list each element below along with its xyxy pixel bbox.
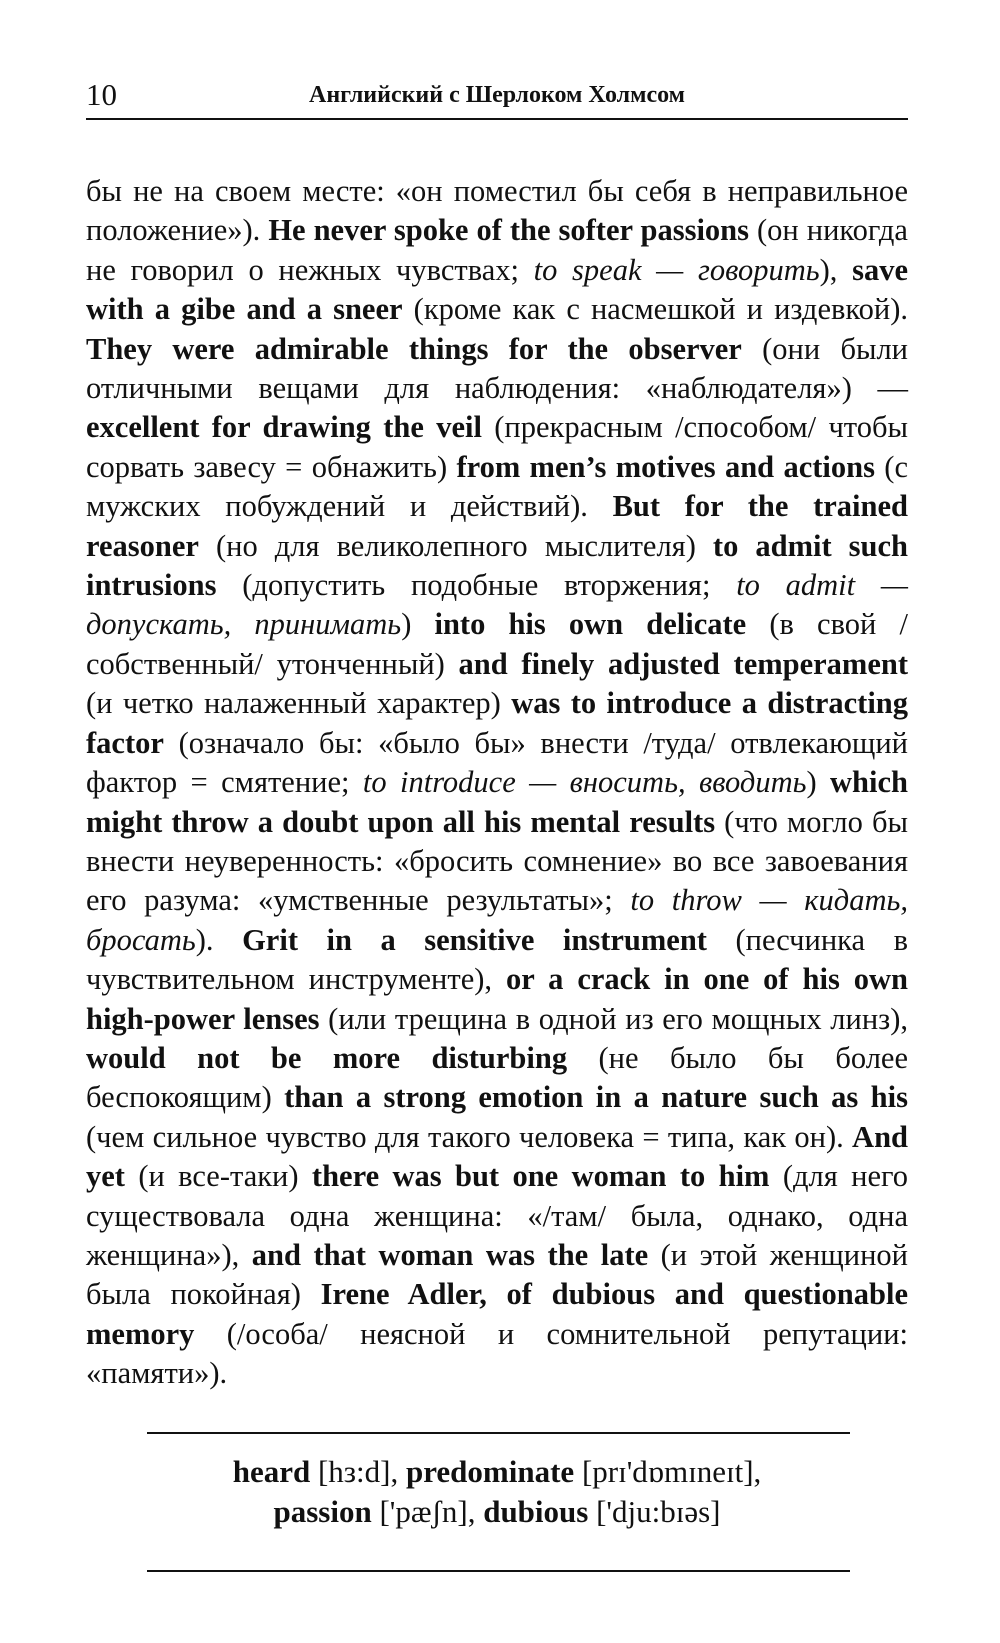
russian-translation: (что могло бы внести неуверенность: «бросить сомнение» во все завоевания его разума: «умственные результаты»; <box>86 804 908 918</box>
russian-translation: (и этой женщиной была покойная) <box>86 1237 908 1312</box>
vocabulary-gloss: to speak — говорить <box>533 252 820 287</box>
pronunciation-line-1 <box>86 1452 908 1492</box>
pron-separator: , <box>467 1494 484 1529</box>
russian-translation: (прекрасным /способом/ чтобы сорвать завесу = обнажить) <box>86 410 908 484</box>
english-phrase: excellent for drawing the veil <box>86 410 482 445</box>
english-phrase: Grit in a sensitive instrument <box>242 922 707 957</box>
page-number: 10 <box>86 77 117 112</box>
russian-translation: (означало бы: «было бы» внести /туда/ отвлекающий фактор = смятение; <box>86 725 908 800</box>
english-phrase: there was but one woman to him <box>311 1159 770 1194</box>
russian-translation: (и все-таки) <box>124 1159 312 1194</box>
pron-ipa: [hз:d] <box>317 1454 391 1489</box>
english-phrase: to admit such intrusions <box>86 528 908 603</box>
divider-top <box>147 1432 850 1434</box>
main-text <box>86 172 908 1394</box>
english-phrase: into his own delicate <box>434 607 747 642</box>
pron-word: dubious <box>483 1494 589 1529</box>
pron-word: passion <box>273 1494 372 1529</box>
english-phrase: He never spoke of the softer passions <box>268 213 750 248</box>
main-paragraph <box>86 172 908 1394</box>
english-phrase: And yet <box>86 1119 908 1194</box>
vocabulary-gloss: to throw — кидать, бросать <box>86 883 908 957</box>
russian-translation: (для него существовала одна женщина: «/там/ была, однако, одна женщина»), <box>86 1159 908 1272</box>
russian-translation: (и четко налаженный характер) <box>86 686 512 721</box>
russian-translation: (или трещина в одной из его мощных линз), <box>319 1001 908 1036</box>
pron-ipa: [prɪ'dɒmɪneɪt] <box>581 1454 754 1489</box>
divider-bottom <box>147 1570 850 1572</box>
pron-ipa: ['pæʃn] <box>379 1494 468 1529</box>
russian-translation: (чем сильное чувство для такого человека = типа, как он). <box>86 1119 853 1154</box>
russian-translation: (они были отличными вещами для наблюдения: «наблюдателя») — <box>86 331 908 406</box>
russian-translation: ). <box>195 922 243 957</box>
english-phrase: was to introduce a distracting factor <box>86 686 909 760</box>
pron-word: heard <box>232 1454 311 1489</box>
pron-ipa: ['dju:bɪəs] <box>596 1494 721 1529</box>
english-phrase: and that woman was the late <box>251 1237 649 1272</box>
russian-translation: (кроме как с насмешкой и издевкой). <box>402 292 909 327</box>
english-phrase: than a strong emotion in a nature such as his <box>284 1080 908 1115</box>
english-phrase: or a crack in one of his own high-power lenses <box>86 962 909 1036</box>
russian-translation: (/особа/ неясной и сомнительной репутации: «памяти»). <box>86 1316 908 1391</box>
vocabulary-gloss: to admit — допускать, принимать <box>86 568 908 642</box>
pronunciation-line-2 <box>86 1492 908 1532</box>
english-phrase: Irene Adler, of dubious and questionable memory <box>86 1277 908 1351</box>
russian-translation: ) <box>806 765 831 800</box>
vocabulary-gloss: to introduce — вносить, вводить <box>362 765 807 800</box>
english-phrase: But for the trained reasoner <box>86 489 908 563</box>
english-phrase: from men’s motives and actions <box>456 449 875 484</box>
russian-translation: (он никогда не говорил о нежных чувствах; <box>86 213 908 287</box>
running-title: Английский с Шерлоком Холмсом <box>308 82 685 108</box>
russian-translation: (допустить подобные вторжения; <box>216 568 737 603</box>
russian-translation: (с мужских побуждений и действий). <box>86 449 908 524</box>
pronunciation-box <box>86 1452 908 1532</box>
russian-translation: (не было бы более беспокоящим) <box>86 1040 909 1115</box>
english-phrase: and finely adjusted temperament <box>458 646 908 681</box>
english-phrase: save with a gibe and a sneer <box>86 252 908 327</box>
russian-translation: (но для великолепного мыслителя) <box>198 528 713 563</box>
russian-translation: ) <box>401 607 435 642</box>
pron-separator: , <box>753 1454 762 1489</box>
page-header <box>86 74 908 120</box>
russian-translation: (в свой /собственный/ утонченный) <box>86 607 908 681</box>
russian-translation: бы не на своем месте: «он поместил бы себя в неправильное положение»). <box>86 174 908 248</box>
pron-separator: , <box>390 1454 406 1489</box>
pron-word: predominate <box>405 1454 575 1489</box>
russian-translation: ), <box>819 252 853 287</box>
english-phrase: which might throw a doubt upon all his mental results <box>86 765 908 839</box>
english-phrase: would not be more disturbing <box>86 1040 568 1075</box>
english-phrase: They were admirable things for the observer <box>86 331 742 366</box>
russian-translation: (песчинка в чувствительном инструменте), <box>86 922 908 997</box>
